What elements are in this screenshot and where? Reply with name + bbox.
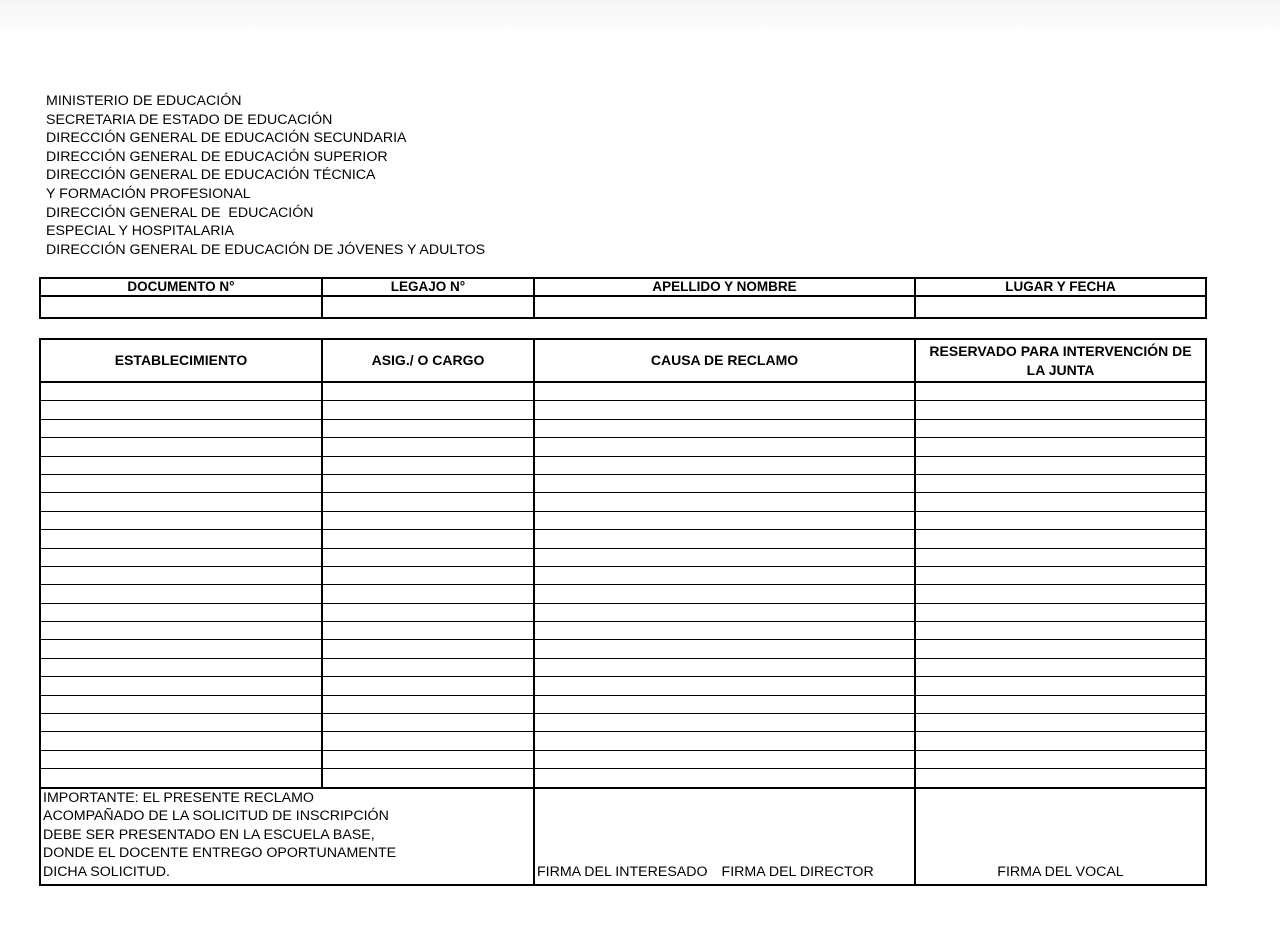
claim-row (40, 750, 1206, 768)
asig-cargo-cell[interactable] (322, 530, 534, 548)
important-line: ACOMPAÑADO DE LA SOLICITUD DE INSCRIPCIÓN (43, 808, 389, 825)
asig-cargo-cell[interactable] (322, 493, 534, 511)
claim-row (40, 438, 1206, 456)
reservado-junta-cell[interactable] (915, 769, 1206, 788)
causa-reclamo-cell[interactable] (534, 419, 915, 437)
asig-cargo-cell[interactable] (322, 585, 534, 603)
claim-row (40, 585, 1206, 603)
causa-reclamo-cell[interactable] (534, 493, 915, 511)
causa-reclamo-cell[interactable] (534, 530, 915, 548)
causa-reclamo-cell[interactable] (534, 695, 915, 713)
reservado-junta-cell[interactable] (915, 750, 1206, 768)
claim-row (40, 511, 1206, 529)
documento-field[interactable] (40, 296, 322, 318)
asig-cargo-cell[interactable] (322, 677, 534, 695)
header-apellido-nombre: APELLIDO Y NOMBRE (534, 278, 915, 296)
causa-reclamo-cell[interactable] (534, 677, 915, 695)
reservado-junta-cell[interactable] (915, 622, 1206, 640)
reservado-junta-cell[interactable] (915, 530, 1206, 548)
claim-row (40, 622, 1206, 640)
establecimiento-cell[interactable] (40, 438, 322, 456)
signature-director-label: FIRMA DEL DIRECTOR (721, 863, 874, 880)
reservado-junta-cell[interactable] (915, 401, 1206, 419)
asig-cargo-cell[interactable] (322, 732, 534, 750)
establecimiento-cell[interactable] (40, 566, 322, 584)
asig-cargo-cell[interactable] (322, 714, 534, 732)
establecimiento-cell[interactable] (40, 750, 322, 768)
header-legajo: LEGAJO N° (322, 278, 534, 296)
establecimiento-cell[interactable] (40, 419, 322, 437)
causa-reclamo-cell[interactable] (534, 714, 915, 732)
reservado-junta-cell[interactable] (915, 658, 1206, 676)
claim-row (40, 401, 1206, 419)
reservado-junta-cell[interactable] (915, 382, 1206, 401)
causa-reclamo-cell[interactable] (534, 382, 915, 401)
asig-cargo-cell[interactable] (322, 382, 534, 401)
identification-table (39, 277, 1207, 319)
causa-reclamo-cell[interactable] (534, 750, 915, 768)
claim-row (40, 474, 1206, 492)
signature-vocal-cell[interactable] (915, 788, 1206, 885)
header-line: SECRETARIA DE ESTADO DE EDUCACIÓN (46, 111, 333, 128)
establecimiento-cell[interactable] (40, 493, 322, 511)
asig-cargo-cell[interactable] (322, 769, 534, 788)
header-line: DIRECCIÓN GENERAL DE EDUCACIÓN SUPERIOR (46, 148, 388, 165)
claim-row (40, 548, 1206, 566)
reservado-junta-cell[interactable] (915, 566, 1206, 584)
establecimiento-cell[interactable] (40, 622, 322, 640)
causa-reclamo-cell[interactable] (534, 456, 915, 474)
reservado-junta-cell[interactable] (915, 585, 1206, 603)
asig-cargo-cell[interactable] (322, 566, 534, 584)
identification-header-row (40, 278, 1206, 296)
header-line: DIRECCIÓN GENERAL DE EDUCACIÓN DE JÓVENES Y ADULTOS (46, 241, 486, 258)
signature-interesado-label: FIRMA DEL INTERESADO (537, 863, 708, 880)
reservado-junta-cell[interactable] (915, 714, 1206, 732)
asig-cargo-cell[interactable] (322, 419, 534, 437)
causa-reclamo-cell[interactable] (534, 401, 915, 419)
header-line: MINISTERIO DE EDUCACIÓN (46, 93, 242, 109)
header-lugar-fecha: LUGAR Y FECHA (915, 278, 1206, 296)
header-line: Y FORMACIÓN PROFESIONAL (46, 185, 251, 202)
claim-row (40, 769, 1206, 788)
header-establecimiento: ESTABLECIMIENTO (40, 339, 322, 382)
asig-cargo-cell[interactable] (322, 401, 534, 419)
claim-row (40, 419, 1206, 437)
identification-entry-row (40, 296, 1206, 318)
asig-cargo-cell[interactable] (322, 658, 534, 676)
asig-cargo-cell[interactable] (322, 695, 534, 713)
claim-row (40, 714, 1206, 732)
reservado-junta-cell[interactable] (915, 603, 1206, 621)
reservado-junta-cell[interactable] (915, 732, 1206, 750)
important-line: DONDE EL DOCENTE ENTREGO OPORTUNAMENTE (43, 845, 397, 862)
establecimiento-cell[interactable] (40, 474, 322, 492)
header-line: DIRECCIÓN GENERAL DE EDUCACIÓN SECUNDARIA (46, 130, 407, 147)
reservado-junta-cell[interactable] (915, 438, 1206, 456)
establecimiento-cell[interactable] (40, 658, 322, 676)
causa-reclamo-cell[interactable] (534, 640, 915, 658)
signature-vocal-label: FIRMA DEL VOCAL (997, 863, 1124, 880)
lugar-fecha-field[interactable] (915, 296, 1206, 318)
causa-reclamo-cell[interactable] (534, 438, 915, 456)
claim-row (40, 640, 1206, 658)
header-line: DIRECCIÓN GENERAL DE EDUCACIÓN (46, 204, 314, 221)
establecimiento-cell[interactable] (40, 456, 322, 474)
reservado-junta-cell[interactable] (915, 493, 1206, 511)
scan-top-shade (0, 0, 1280, 36)
asig-cargo-cell[interactable] (322, 548, 534, 566)
asig-cargo-cell[interactable] (322, 474, 534, 492)
claim-row (40, 566, 1206, 584)
causa-reclamo-cell[interactable] (534, 548, 915, 566)
establecimiento-cell[interactable] (40, 511, 322, 529)
establecimiento-cell[interactable] (40, 382, 322, 401)
asig-cargo-cell[interactable] (322, 511, 534, 529)
reservado-junta-cell[interactable] (915, 548, 1206, 566)
causa-reclamo-cell[interactable] (534, 585, 915, 603)
asig-cargo-cell[interactable] (322, 438, 534, 456)
asig-cargo-cell[interactable] (322, 603, 534, 621)
causa-reclamo-cell[interactable] (534, 603, 915, 621)
asig-cargo-cell[interactable] (322, 622, 534, 640)
causa-reclamo-cell[interactable] (534, 732, 915, 750)
institution-header (46, 92, 485, 259)
causa-reclamo-cell[interactable] (534, 622, 915, 640)
claim-row (40, 456, 1206, 474)
header-reservado-junta: RESERVADO PARA INTERVENCIÓN DE LA JUNTA (915, 339, 1206, 382)
important-line: IMPORTANTE: EL PRESENTE RECLAMO (43, 789, 314, 806)
apellido-nombre-field[interactable] (534, 296, 915, 318)
claims-body (40, 382, 1206, 788)
important-line: DEBE SER PRESENTADO EN LA ESCUELA BASE, (43, 826, 375, 843)
important-notice (40, 788, 534, 885)
asig-cargo-cell[interactable] (322, 750, 534, 768)
establecimiento-cell[interactable] (40, 640, 322, 658)
header-line: ESPECIAL Y HOSPITALARIA (46, 223, 234, 240)
asig-cargo-cell[interactable] (322, 456, 534, 474)
claims-table (39, 338, 1207, 886)
reservado-junta-cell[interactable] (915, 677, 1206, 695)
establecimiento-cell[interactable] (40, 714, 322, 732)
reservado-junta-cell[interactable] (915, 419, 1206, 437)
header-line: DIRECCIÓN GENERAL DE EDUCACIÓN TÉCNICA (46, 167, 376, 184)
reservado-junta-cell[interactable] (915, 456, 1206, 474)
establecimiento-cell[interactable] (40, 695, 322, 713)
establecimiento-cell[interactable] (40, 401, 322, 419)
establecimiento-cell[interactable] (40, 603, 322, 621)
reservado-junta-cell[interactable] (915, 474, 1206, 492)
claim-row (40, 677, 1206, 695)
reservado-junta-cell[interactable] (915, 640, 1206, 658)
reservado-junta-cell[interactable] (915, 511, 1206, 529)
asig-cargo-cell[interactable] (322, 640, 534, 658)
causa-reclamo-cell[interactable] (534, 566, 915, 584)
signature-interesado-director-cell[interactable] (534, 788, 915, 885)
reservado-junta-cell[interactable] (915, 695, 1206, 713)
legajo-field[interactable] (322, 296, 534, 318)
establecimiento-cell[interactable] (40, 530, 322, 548)
header-asig-cargo: ASIG./ O CARGO (322, 339, 534, 382)
claim-row (40, 530, 1206, 548)
causa-reclamo-cell[interactable] (534, 474, 915, 492)
establecimiento-cell[interactable] (40, 548, 322, 566)
establecimiento-cell[interactable] (40, 677, 322, 695)
claim-row (40, 493, 1206, 511)
causa-reclamo-cell[interactable] (534, 658, 915, 676)
important-line: DICHA SOLICITUD. (43, 863, 170, 880)
claim-row (40, 732, 1206, 750)
signature-row (40, 788, 1206, 885)
causa-reclamo-cell[interactable] (534, 511, 915, 529)
establecimiento-cell[interactable] (40, 732, 322, 750)
claim-row (40, 658, 1206, 676)
establecimiento-cell[interactable] (40, 769, 322, 788)
establecimiento-cell[interactable] (40, 585, 322, 603)
claim-row (40, 603, 1206, 621)
claim-row (40, 695, 1206, 713)
claims-header-row (40, 339, 1206, 382)
claim-row (40, 382, 1206, 401)
header-documento: DOCUMENTO N° (40, 278, 322, 296)
causa-reclamo-cell[interactable] (534, 769, 915, 788)
header-causa-reclamo: CAUSA DE RECLAMO (534, 339, 915, 382)
